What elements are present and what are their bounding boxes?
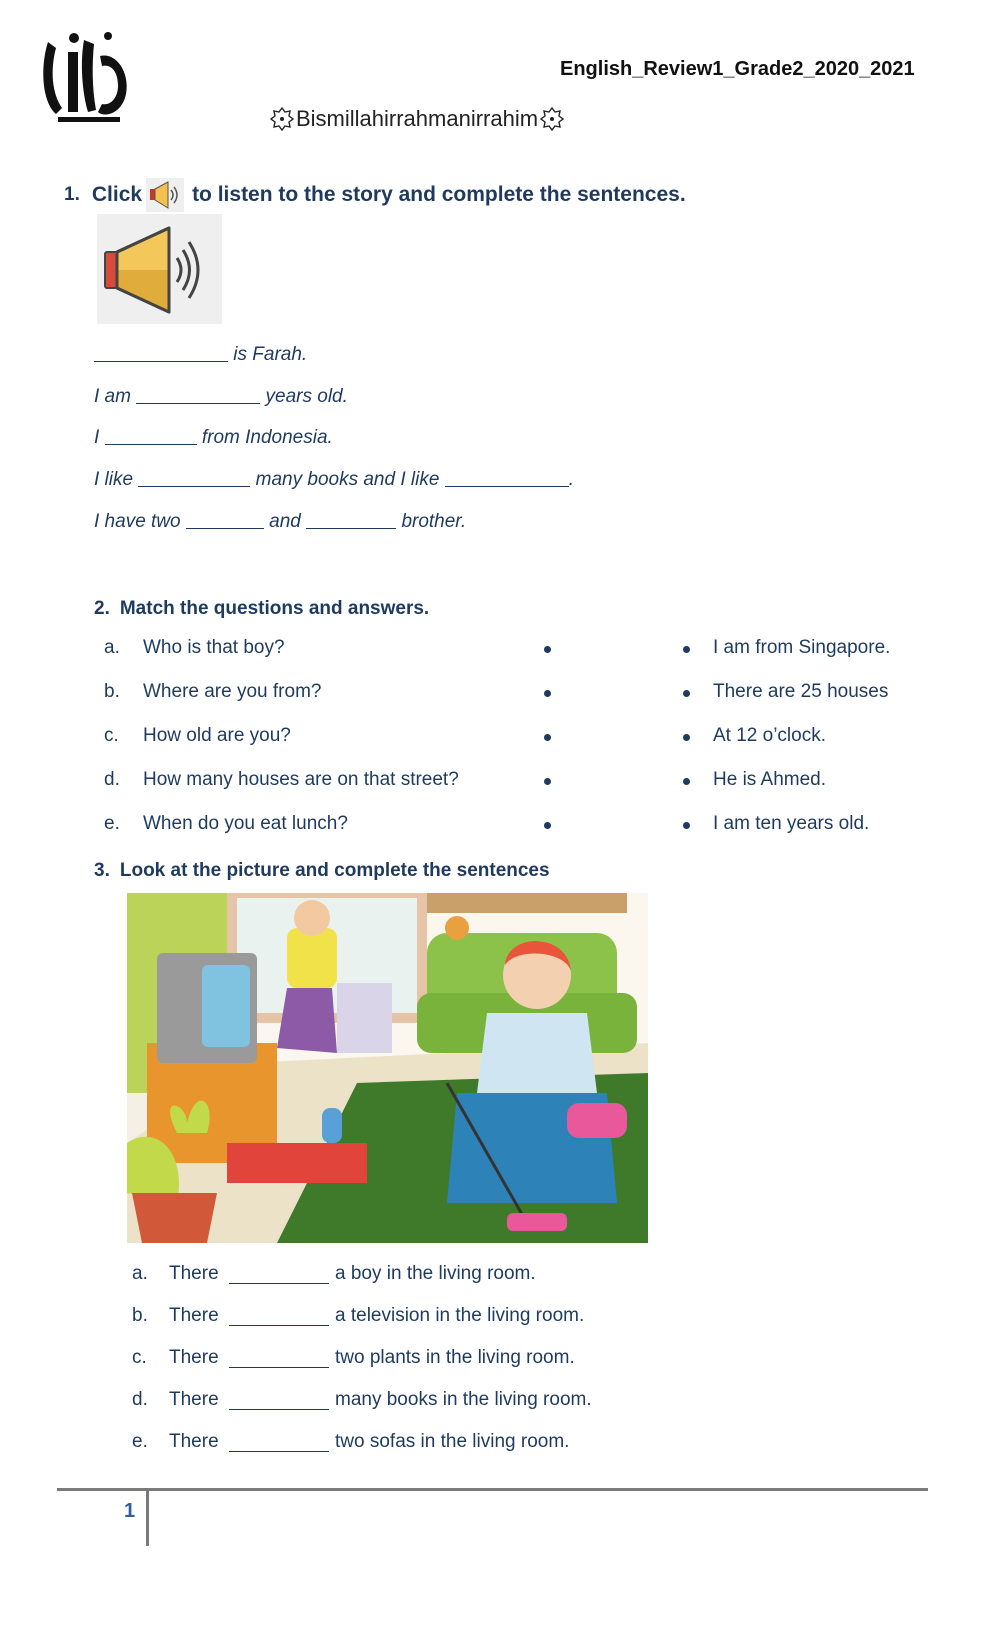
q1-sentence-1: is Farah.: [94, 342, 307, 366]
match-row: c. How old are you? At 12 o’clock.: [104, 725, 826, 746]
q3-sentence: d. There many books in the living room.: [132, 1389, 592, 1410]
match-answer: At 12 o’clock.: [713, 725, 826, 746]
match-question: Who is that boy?: [143, 637, 285, 658]
bismillah-text: Bismillahirrahmanirrahim: [296, 106, 539, 131]
q3-sentence: c. There two plants in the living room.: [132, 1347, 575, 1368]
living-room-illustration: [127, 893, 648, 1243]
q3-sentence: a. There a boy in the living room.: [132, 1263, 536, 1284]
match-dot[interactable]: [683, 734, 690, 741]
match-dot[interactable]: [544, 778, 551, 785]
match-question: Where are you from?: [143, 681, 322, 702]
match-row: a. Who is that boy? I am from Singapore.: [104, 637, 891, 658]
footer-divider: [146, 1490, 149, 1546]
answer-blank[interactable]: [445, 467, 569, 487]
answer-blank[interactable]: [229, 1409, 329, 1410]
bismillah-line: [270, 106, 564, 132]
answer-blank[interactable]: [229, 1451, 329, 1452]
document-title: English_Review1_Grade2_2020_2021: [560, 58, 915, 80]
ornament-icon: [270, 107, 294, 131]
answer-blank[interactable]: [136, 384, 260, 404]
page-number: 1: [124, 1500, 136, 1522]
match-dot[interactable]: [683, 778, 690, 785]
match-row: e. When do you eat lunch? I am ten years old.: [104, 813, 870, 834]
audio-play-button[interactable]: [97, 214, 222, 324]
match-dot[interactable]: [683, 690, 690, 697]
q1-click-label: Click: [91, 183, 143, 206]
match-dot[interactable]: [544, 646, 551, 653]
match-answer: I am ten years old.: [713, 813, 870, 834]
q3-sentence: e. There two sofas in the living room.: [132, 1431, 570, 1452]
answer-blank[interactable]: [105, 425, 197, 445]
match-dot[interactable]: [544, 734, 551, 741]
calligraphy-logo: [38, 22, 134, 122]
q1-sentence-4: I like many books and I like .: [94, 469, 574, 490]
answer-blank[interactable]: [186, 509, 264, 529]
match-row: d. How many houses are on that street? He is Ahmed.: [104, 769, 826, 790]
answer-blank[interactable]: [229, 1283, 329, 1284]
footer-rule: [57, 1488, 928, 1491]
match-dot[interactable]: [544, 690, 551, 697]
answer-blank[interactable]: [229, 1367, 329, 1368]
q1-sentence-3: I from Indonesia.: [94, 427, 333, 448]
ornament-icon: [540, 107, 564, 131]
answer-blank[interactable]: [306, 509, 396, 529]
q1-sentence-2: I am years old.: [94, 386, 348, 407]
q1-sentence-5: I have two and brother.: [94, 511, 467, 532]
q3-heading: 3. Look at the picture and complete the sentences: [94, 860, 550, 881]
q2-heading: 2. Match the questions and answers.: [94, 598, 430, 619]
match-dot[interactable]: [683, 822, 690, 829]
match-answer: There are 25 houses: [713, 681, 889, 702]
match-answer: He is Ahmed.: [713, 769, 826, 790]
match-question: When do you eat lunch?: [143, 813, 348, 834]
answer-blank[interactable]: [94, 342, 228, 362]
q1-heading: [64, 178, 686, 212]
match-dot[interactable]: [544, 822, 551, 829]
match-question: How many houses are on that street?: [143, 769, 459, 790]
match-question: How old are you?: [143, 725, 291, 746]
q1-number: 1.: [64, 184, 80, 205]
match-answer: I am from Singapore.: [713, 637, 891, 658]
match-row: b. Where are you from? There are 25 houses: [104, 681, 889, 702]
match-dot[interactable]: [683, 646, 690, 653]
q3-sentence: b. There a television in the living room.: [132, 1305, 585, 1326]
answer-blank[interactable]: [138, 467, 250, 487]
q1-instruction: to listen to the story and complete the sentences.: [192, 183, 686, 206]
answer-blank[interactable]: [229, 1325, 329, 1326]
speaker-icon[interactable]: [146, 178, 184, 212]
